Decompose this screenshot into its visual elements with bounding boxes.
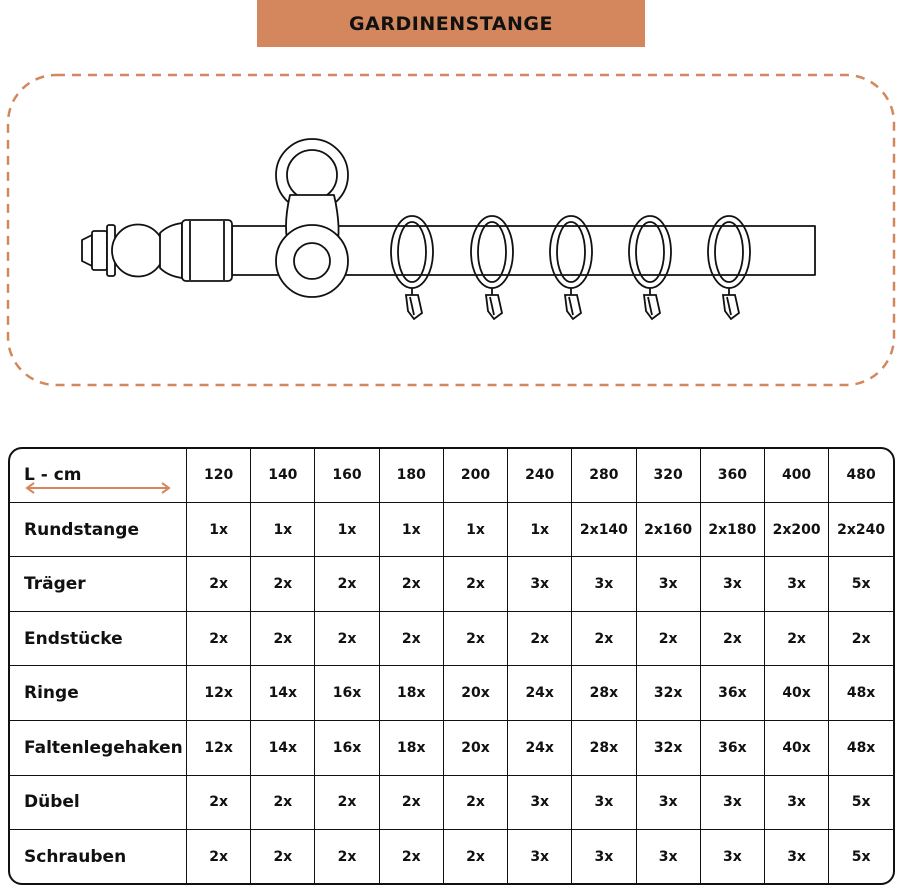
length-header: 120 [187, 449, 251, 502]
table-cell: 32x [636, 721, 700, 776]
length-header: 240 [508, 449, 572, 502]
table-cell: 1x [251, 502, 315, 557]
table-cell: 3x [508, 775, 572, 830]
length-header: 140 [251, 449, 315, 502]
finial-icon [82, 220, 232, 281]
table-cell: 3x [508, 830, 572, 883]
table-cell: 2x [379, 611, 443, 666]
table-cell: 18x [379, 721, 443, 776]
table-row [10, 666, 893, 721]
table-cell: 20x [443, 721, 507, 776]
table-cell: 5x [829, 557, 893, 612]
table-cell: 3x [508, 557, 572, 612]
table-cell: 3x [572, 830, 636, 883]
table-cell: 2x [700, 611, 764, 666]
table-cell: 18x [379, 666, 443, 721]
table-cell: 2x [379, 557, 443, 612]
table-cell: 12x [187, 666, 251, 721]
table-cell: 48x [829, 721, 893, 776]
table-cell: 2x [315, 775, 379, 830]
table-row [10, 830, 893, 883]
curtain-rod-illustration [0, 65, 900, 395]
table-cell: 2x160 [636, 502, 700, 557]
length-header: 160 [315, 449, 379, 502]
table-cell: 16x [315, 666, 379, 721]
table-cell: 2x180 [700, 502, 764, 557]
table-cell: 20x [443, 666, 507, 721]
table-cell: 2x [315, 557, 379, 612]
table-row [10, 775, 893, 830]
table-cell: 1x [508, 502, 572, 557]
table-cell: 36x [700, 721, 764, 776]
table-cell: 40x [764, 721, 828, 776]
table-cell: 3x [572, 775, 636, 830]
page-title: GARDINENSTANGE [349, 12, 553, 35]
table-cell: 2x [443, 775, 507, 830]
table-cell: 32x [636, 666, 700, 721]
table-cell: 24x [508, 666, 572, 721]
table-cell: 3x [764, 557, 828, 612]
table-cell: 2x [829, 611, 893, 666]
table-cell: 14x [251, 666, 315, 721]
table-cell: 3x [636, 557, 700, 612]
row-label: Endstücke [10, 611, 187, 666]
row-label: Faltenlegehaken [10, 721, 187, 776]
row-label: Schrauben [10, 830, 187, 883]
table-cell: 2x [187, 557, 251, 612]
table-row [10, 557, 893, 612]
table-cell: 2x [187, 775, 251, 830]
table-cell: 3x [764, 775, 828, 830]
table-cell: 2x [572, 611, 636, 666]
length-header: 360 [700, 449, 764, 502]
table-cell: 3x [700, 557, 764, 612]
table-cell: 2x [443, 557, 507, 612]
spec-table-container [8, 447, 895, 885]
table-cell: 2x [187, 830, 251, 883]
table-cell: 2x [379, 775, 443, 830]
row-label: Rundstange [10, 502, 187, 557]
table-cell: 2x [251, 557, 315, 612]
length-header: 320 [636, 449, 700, 502]
table-cell: 2x200 [764, 502, 828, 557]
table-cell: 16x [315, 721, 379, 776]
header-label-cell [10, 449, 187, 502]
table-cell: 2x [636, 611, 700, 666]
length-header: 200 [443, 449, 507, 502]
table-row [10, 502, 893, 557]
length-label: L - cm [24, 465, 82, 486]
double-arrow-icon [24, 482, 172, 494]
table-cell: 3x [636, 830, 700, 883]
row-label: Dübel [10, 775, 187, 830]
table-cell: 28x [572, 721, 636, 776]
table-row [10, 611, 893, 666]
table-cell: 12x [187, 721, 251, 776]
table-cell: 2x [187, 611, 251, 666]
bracket-icon [276, 139, 348, 297]
row-label: Ringe [10, 666, 187, 721]
table-cell: 2x [315, 611, 379, 666]
length-header: 280 [572, 449, 636, 502]
table-cell: 2x [315, 830, 379, 883]
table-cell: 2x [443, 611, 507, 666]
table-cell: 2x [508, 611, 572, 666]
table-cell: 2x [379, 830, 443, 883]
table-cell: 3x [572, 557, 636, 612]
table-cell: 36x [700, 666, 764, 721]
title-banner [257, 0, 645, 47]
table-cell: 40x [764, 666, 828, 721]
table-cell: 24x [508, 721, 572, 776]
length-header: 400 [764, 449, 828, 502]
table-cell: 5x [829, 830, 893, 883]
table-cell: 14x [251, 721, 315, 776]
table-cell: 1x [443, 502, 507, 557]
table-cell: 1x [187, 502, 251, 557]
table-row [10, 721, 893, 776]
table-cell: 1x [379, 502, 443, 557]
length-header: 480 [829, 449, 893, 502]
table-cell: 3x [764, 830, 828, 883]
header-row [10, 449, 893, 502]
table-cell: 2x [251, 611, 315, 666]
table-cell: 2x [764, 611, 828, 666]
length-header: 180 [379, 449, 443, 502]
table-cell: 28x [572, 666, 636, 721]
table-cell: 5x [829, 775, 893, 830]
row-label: Träger [10, 557, 187, 612]
table-cell: 48x [829, 666, 893, 721]
table-cell: 3x [636, 775, 700, 830]
table-cell: 1x [315, 502, 379, 557]
spec-table [10, 449, 893, 883]
table-cell: 2x [443, 830, 507, 883]
table-cell: 2x [251, 830, 315, 883]
table-cell: 3x [700, 830, 764, 883]
table-cell: 2x140 [572, 502, 636, 557]
table-cell: 3x [700, 775, 764, 830]
table-cell: 2x240 [829, 502, 893, 557]
table-cell: 2x [251, 775, 315, 830]
